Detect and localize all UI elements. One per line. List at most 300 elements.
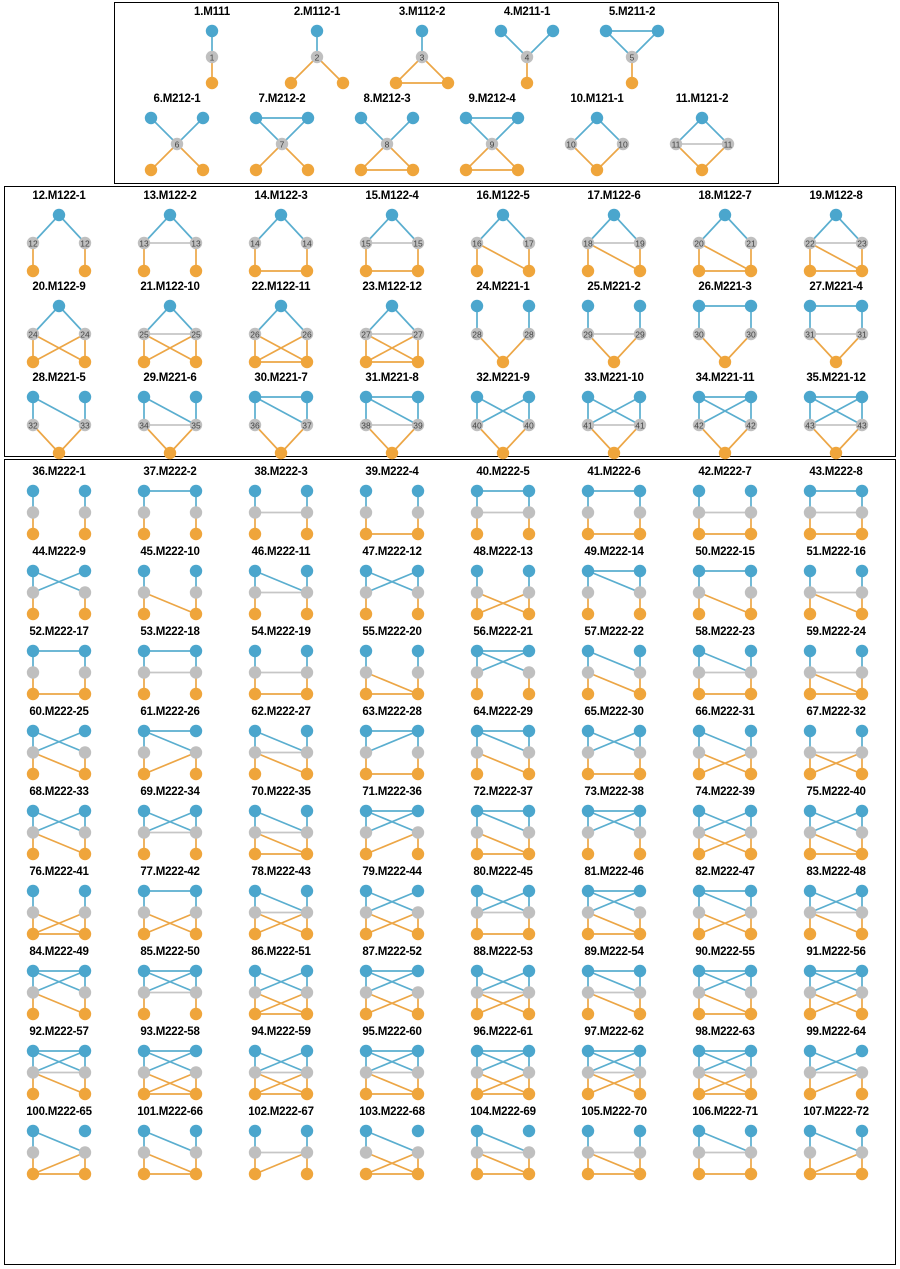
node-orange [523,608,535,620]
node-grey [856,906,868,918]
node-orange [249,688,261,700]
node-grey [138,1066,150,1078]
motif-label: 59.M222-24 [806,626,866,638]
node-orange [471,928,483,940]
motif-94-M222-59 [231,1026,331,1105]
node-blue [386,209,398,221]
motif-label: 91.M222-56 [806,946,866,958]
node-grey [634,746,646,758]
motif-graph [9,205,109,281]
node-grey [804,906,816,918]
node-orange [634,1088,646,1100]
node-orange [249,528,261,540]
motif-97-M222-62 [564,1026,664,1105]
node-grey [27,506,39,518]
node-blue [412,485,424,497]
motif-graph [164,21,260,93]
node-blue [275,300,287,312]
motif-label: 26.M221-3 [698,281,752,293]
node-blue [355,112,367,124]
motif-label: 28.M221-5 [32,372,86,384]
node-blue [856,645,868,657]
node-orange [79,265,91,277]
motif-label: 102.M222-67 [248,1106,314,1118]
node-orange [301,688,313,700]
node-blue [693,885,705,897]
motif-label: 103.M222-68 [359,1106,425,1118]
node-id-label: 24 [80,329,90,340]
node-blue [804,391,816,403]
motif-edge-orange [33,1153,85,1175]
motif-graph [453,296,553,372]
node-orange [497,447,509,459]
node-orange [79,848,91,860]
motif-label: 88.M222-53 [473,946,533,958]
motif-104-M222-69 [453,1106,553,1185]
node-orange [830,356,842,368]
node-blue [360,1125,372,1137]
motif-graph [120,961,220,1024]
node-blue [249,485,261,497]
node-blue [412,645,424,657]
motif-label: 85.M222-50 [140,946,200,958]
motif-edge-blue [699,651,751,673]
motif-100-M222-65 [9,1106,109,1185]
node-blue [523,805,535,817]
motif-label: 101.M222-66 [137,1106,203,1118]
motif-24-M221-1 [453,281,553,373]
motif-label: 107.M222-72 [803,1106,869,1118]
node-orange [745,528,757,540]
motif-label: 20.M122-9 [32,281,86,293]
node-orange [634,528,646,540]
motif-51-M222-16 [786,546,886,625]
motif-19-M122-8 [786,190,886,282]
motif-edge-orange [366,833,418,855]
motif-graph [786,801,886,864]
node-orange [804,928,816,940]
motif-90-M222-55 [675,946,775,1025]
node-orange [693,1088,705,1100]
motif-68-M222-33 [9,786,109,865]
motif-edge-blue [588,651,640,673]
motif-2-M112-1 [269,6,365,94]
node-id-label: 29 [583,329,593,340]
node-grey [523,906,535,918]
motif-80-M222-45 [453,866,553,945]
motif-33-M221-10 [564,372,664,464]
node-orange [190,608,202,620]
node-blue [412,725,424,737]
motif-graph [786,296,886,372]
node-orange [190,265,202,277]
motif-graph [675,641,775,704]
node-orange [745,848,757,860]
node-blue [634,645,646,657]
node-orange [582,688,594,700]
node-blue [360,1045,372,1057]
node-blue [745,391,757,403]
node-grey [190,986,202,998]
motif-graph [342,561,442,624]
node-grey [582,746,594,758]
motif-label: 37.M222-2 [143,466,197,478]
node-blue [190,565,202,577]
node-orange [360,356,372,368]
node-blue [249,645,261,657]
node-id-label: 14 [302,238,312,249]
node-orange [79,528,91,540]
motif-edge-blue [477,731,529,753]
node-orange [27,528,39,540]
node-blue [523,565,535,577]
node-orange [582,848,594,860]
node-blue [471,485,483,497]
motif-6-M212-1 [129,93,225,181]
motif-edge-orange [366,1073,418,1095]
node-id-label: 30 [746,329,756,340]
node-blue [412,565,424,577]
node-grey [634,586,646,598]
node-orange [249,356,261,368]
motif-edge-orange [144,753,196,775]
motif-edge-orange [810,593,862,615]
motif-graph [675,481,775,544]
node-orange [301,1008,313,1020]
node-orange [79,768,91,780]
node-grey [412,586,424,598]
node-blue [634,805,646,817]
motif-29-M221-6 [120,372,220,464]
node-orange [138,265,150,277]
node-orange [301,1088,313,1100]
motif-5-M211-2 [584,6,680,94]
node-orange [360,265,372,277]
motif-edge-blue [810,1131,862,1153]
motif-edge-orange [810,243,862,271]
node-orange [360,1168,372,1180]
motif-graph [564,1121,664,1184]
node-orange [138,1088,150,1100]
motif-graph [564,961,664,1024]
node-blue [27,391,39,403]
node-orange [745,768,757,780]
motif-96-M222-61 [453,1026,553,1105]
motif-graph [9,481,109,544]
node-blue [523,485,535,497]
motif-label: 6.M212-1 [153,93,201,105]
node-orange [856,688,868,700]
node-grey [138,986,150,998]
node-orange [390,77,402,89]
node-grey [856,826,868,838]
node-grey [27,586,39,598]
node-id-label: 13 [139,238,149,249]
motif-93-M222-58 [120,1026,220,1105]
node-blue [696,112,708,124]
node-blue [249,565,261,577]
motif-edge-orange [810,1073,862,1095]
node-grey [634,666,646,678]
node-grey [856,986,868,998]
motif-label: 53.M222-18 [140,626,200,638]
node-blue [412,1125,424,1137]
motif-graph [675,561,775,624]
motif-graph [453,481,553,544]
node-blue [745,885,757,897]
node-blue [79,645,91,657]
motif-47-M222-12 [342,546,442,625]
node-orange [471,848,483,860]
motif-label: 82.M222-47 [695,866,755,878]
node-blue [804,565,816,577]
motif-label: 10.M121-1 [570,93,624,105]
motif-86-M222-51 [231,946,331,1025]
motif-graph [231,801,331,864]
node-grey [634,1146,646,1158]
node-blue [412,965,424,977]
motif-88-M222-53 [453,946,553,1025]
node-grey [582,986,594,998]
node-orange [804,265,816,277]
node-orange [79,688,91,700]
node-blue [634,1045,646,1057]
node-orange [512,164,524,176]
motif-label: 81.M222-46 [584,866,644,878]
node-blue [249,391,261,403]
node-orange [856,928,868,940]
motif-edge-blue [477,811,529,833]
node-blue [138,805,150,817]
motif-73-M222-38 [564,786,664,865]
node-blue [79,485,91,497]
motif-98-M222-63 [675,1026,775,1105]
node-blue [693,485,705,497]
node-grey [693,1146,705,1158]
node-grey [27,986,39,998]
node-grey [138,506,150,518]
node-grey [804,986,816,998]
node-blue [856,565,868,577]
node-orange [412,848,424,860]
motif-edge-orange [33,1073,85,1095]
node-orange [471,1088,483,1100]
node-blue [745,485,757,497]
motif-21-M122-10 [120,281,220,373]
node-blue [495,25,507,37]
node-id-label: 9 [489,139,495,150]
node-grey [190,666,202,678]
motif-edge-blue [144,397,196,425]
node-id-label: 20 [694,238,704,249]
node-orange [301,528,313,540]
node-grey [856,506,868,518]
motif-graph [9,721,109,784]
motif-label: 34.M221-11 [695,372,755,384]
node-orange [626,77,638,89]
node-blue [693,1045,705,1057]
motif-55-M222-20 [342,626,442,705]
motif-graph [231,481,331,544]
node-id-label: 33 [80,420,90,431]
node-orange [27,768,39,780]
node-blue [634,885,646,897]
node-grey [79,1066,91,1078]
node-grey [582,826,594,838]
node-orange [138,1168,150,1180]
node-blue [856,391,868,403]
motif-edge-blue [366,731,418,753]
node-grey [582,666,594,678]
motif-graph [564,1041,664,1104]
node-id-label: 26 [250,329,260,340]
motif-label: 98.M222-63 [695,1026,755,1038]
node-blue [634,485,646,497]
node-grey [138,1146,150,1158]
node-orange [582,1168,594,1180]
motif-graph [120,387,220,463]
node-orange [301,848,313,860]
motif-23-M122-12 [342,281,442,373]
node-blue [301,965,313,977]
motif-edge-orange [144,593,196,615]
node-orange [360,528,372,540]
node-id-label: 8 [384,139,390,150]
motif-57-M222-22 [564,626,664,705]
motif-graph [786,561,886,624]
motif-label: 24.M221-1 [476,281,530,293]
node-id-label: 27 [413,329,423,340]
motif-label: 63.M222-28 [362,706,422,718]
node-grey [804,666,816,678]
node-blue [360,485,372,497]
motif-59-M222-24 [786,626,886,705]
node-blue [591,112,603,124]
node-blue [360,645,372,657]
node-blue [27,885,39,897]
motif-edge-blue [255,397,307,425]
node-blue [249,1125,261,1137]
motif-label: 83.M222-48 [806,866,866,878]
node-grey [360,826,372,838]
node-blue [138,485,150,497]
node-orange [719,356,731,368]
node-orange [693,688,705,700]
node-id-label: 32 [28,420,38,431]
node-blue [856,965,868,977]
motif-3-M112-2 [374,6,470,94]
node-blue [856,725,868,737]
node-orange [360,1088,372,1100]
node-blue [27,1125,39,1137]
motif-graph [342,1041,442,1104]
node-id-label: 11 [723,139,733,150]
motif-label: 4.M211-1 [503,6,551,18]
motif-edge-blue [366,397,418,425]
node-id-label: 12 [80,238,90,249]
motif-edge-blue [255,891,307,913]
node-grey [301,506,313,518]
node-orange [745,688,757,700]
node-orange [693,768,705,780]
motif-label: 58.M222-23 [695,626,755,638]
motif-graph [9,1121,109,1184]
motif-edge-orange [255,753,307,775]
node-grey [27,1066,39,1078]
node-orange [634,608,646,620]
motif-14-M122-3 [231,190,331,282]
motif-graph [231,961,331,1024]
motif-label: 96.M222-61 [473,1026,533,1038]
node-orange [138,356,150,368]
motif-label: 106.M222-71 [692,1106,758,1118]
motif-25-M221-2 [564,281,664,373]
node-id-label: 18 [583,238,593,249]
motif-13-M122-2 [120,190,220,282]
node-grey [79,666,91,678]
node-blue [745,1045,757,1057]
node-blue [582,565,594,577]
node-orange [360,608,372,620]
node-blue [27,805,39,817]
motif-label: 69.M222-34 [140,786,200,798]
node-blue [412,805,424,817]
node-blue [311,25,323,37]
node-orange [804,1008,816,1020]
node-orange [804,1088,816,1100]
motif-graph [339,108,435,180]
node-grey [360,666,372,678]
node-grey [856,746,868,758]
node-grey [360,506,372,518]
node-blue [693,300,705,312]
node-blue [138,391,150,403]
motif-graph [120,481,220,544]
node-blue [301,391,313,403]
node-orange [412,1008,424,1020]
motif-20-M122-9 [9,281,109,373]
motif-label: 45.M222-10 [140,546,200,558]
node-grey [523,506,535,518]
node-orange [190,356,202,368]
node-orange [582,768,594,780]
node-blue [693,1125,705,1137]
node-orange [523,1008,535,1020]
motif-edge-blue [699,1131,751,1153]
node-orange [693,528,705,540]
node-blue [27,485,39,497]
motif-edge-orange [477,833,529,855]
node-grey [693,826,705,838]
node-orange [471,688,483,700]
motif-label: 39.M222-4 [365,466,419,478]
node-orange [693,608,705,620]
node-grey [745,586,757,598]
node-blue [190,965,202,977]
node-blue [360,885,372,897]
node-orange [471,1008,483,1020]
motif-label: 32.M221-9 [476,372,530,384]
node-id-label: 38 [361,420,371,431]
motif-graph [675,801,775,864]
node-blue [497,209,509,221]
node-id-label: 26 [302,329,312,340]
node-orange [249,848,261,860]
motif-graph [675,296,775,372]
motif-12-M122-1 [9,190,109,282]
motif-64-M222-29 [453,706,553,785]
node-grey [79,586,91,598]
